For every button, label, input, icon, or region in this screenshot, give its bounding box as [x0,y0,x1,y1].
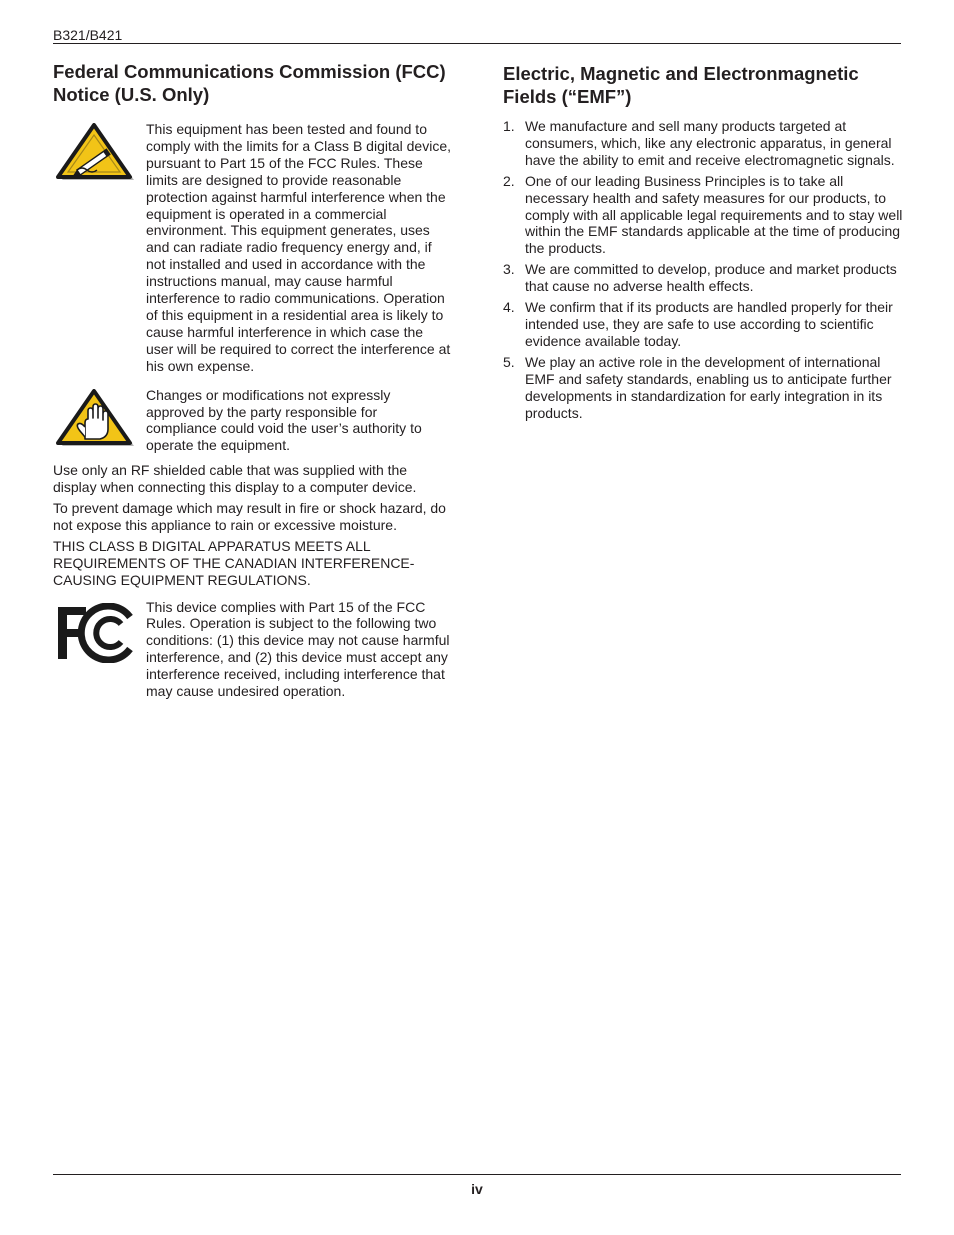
header-divider [53,43,901,44]
class-b-text: This equipment has been tested and found to comply with the limits for a Class B digital device, pursuant to Part 15 of the FCC Rules. These limits are designed to provide reasonable protection against harmful interference when the equipment is operated in a commercial environment. This equipment generates, uses and can radiate radio frequency energy and, if not installed and used in accordance with the instructions manual, may cause harmful interference to radio communications. Operation of this equipment in a residential area is likely to cause harmful interference in which case the user will be required to correct the interference at his own expense. [146,121,451,374]
list-item: 2. One of our leading Business Principles is to take all necessary health and safety measures for our products, to comply with all applicable legal requirements and to stay well within the EMF standards applicable at the time of producing the products. [503,172,903,257]
footer-divider [53,1174,901,1175]
warning-hand-icon [55,389,135,449]
emf-section [503,62,903,425]
model-number: B321/B421 [53,27,123,43]
emf-section-title: Electric, Magnetic and Electronmagnetic Fields (“EMF”) [503,63,859,107]
modifications-text: Changes or modifications not expressly approved by the party responsible for compliance could void the user’s authority to operate the equipment. [146,386,422,454]
rf-cable-paragraph: Use only an RF shielded cable that was supplied with the display when connecting this display to a computer device. [53,462,417,496]
part15-notice [53,599,453,700]
emf-list [503,118,903,421]
fcc-section-title: Federal Communications Commission (FCC) Notice (U.S. Only) [53,61,446,105]
fcc-section [53,60,453,700]
fire-hazard-paragraph: To prevent damage which may result in fire or shock hazard, do not expose this appliance to rain or excessive moisture. [53,500,446,533]
warning-pencil-icon [55,123,135,183]
class-b-notice [53,121,453,375]
modifications-notice [53,387,453,455]
list-item: 1. We manufacture and sell many products targeted at consumers, which, like any electronic apparatus, in general have the ability to emit and receive electromagnetic signals. [503,118,895,168]
list-item: 5. We play an active role in the development of international EMF and safety standards, enabling us to anticipate further developments in standardization for early integration in its products. [503,353,892,421]
canadian-compliance-paragraph: THIS CLASS B DIGITAL APPARATUS MEETS ALL REQUIREMENTS OF THE CANADIAN INTERFERENCE-CAUSING EQUIPMENT REGULATIONS. [53,537,415,588]
list-item: 4. We confirm that if its products are handled properly for their intended use, they are safe to use according to scientific evidence available today. [503,299,893,349]
part15-text: This device complies with Part 15 of the FCC Rules. Operation is subject to the following two conditions: (1) this device may not cause harmful interference, and (2) this device must accept any interference received, including interference that may cause undesired operation. [146,598,450,700]
fcc-logo-icon [56,603,136,663]
page-number: iv [471,1181,483,1197]
list-item: 3. We are committed to develop, produce and market products that cause no adverse health effects. [503,261,897,295]
